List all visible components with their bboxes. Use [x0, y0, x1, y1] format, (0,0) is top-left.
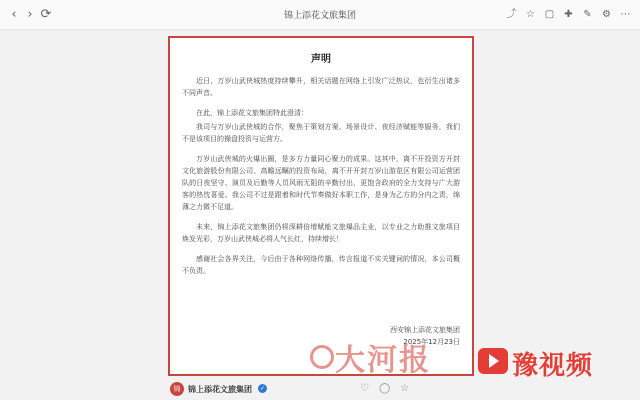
paragraph-1: 近日，万岁山武侠城热度持续攀升，相关话题在网络上引发广泛热议，也衍生出诸多不同声音。: [182, 77, 460, 97]
paragraph-2: 在此，锦上添花文旅集团特此澄清：: [196, 109, 308, 117]
box-icon[interactable]: ▢: [544, 9, 555, 20]
puzzle-icon[interactable]: ✚: [564, 9, 573, 20]
paragraph-3: 我司与万岁山武侠城的合作，聚焦于策划方案、场景设计、夜经济赋能等服务，我们不是该项目的操盘投资与运营方。: [182, 123, 460, 143]
browser-toolbar: [0, 0, 640, 30]
verified-icon: ✓: [259, 385, 266, 392]
chevron-left-icon[interactable]: ‹: [11, 7, 17, 22]
like-icon[interactable]: ♡: [360, 383, 369, 394]
refresh-icon[interactable]: ⟳: [40, 7, 52, 22]
more-icon[interactable]: ⋯: [620, 9, 631, 20]
signature-company: 西安锦上添花文旅集团: [390, 326, 460, 334]
paragraph-4: 万岁山武侠城的火爆出圈，是多方力量同心聚力的成果。这其中，离不开投资方开封文化旅游股份有限公司、高瞻远瞩的投资布局，离不开开封万岁山游览区有限公司运营团队的日夜坚守、演员及后勤等人员风雨无阻的辛勤付出，更饱含政府的全力支持与广大游客的热忱喜爱。我公司不过是跟着和时代节奏做好本职工作，是身为乙方的分内之责，绵薄之力微不足道。: [182, 155, 460, 211]
comment-icon[interactable]: ◯: [378, 383, 391, 394]
account-name[interactable]: 锦上添花文旅集团: [188, 385, 252, 394]
paragraph-5: 未来，锦上添花文旅集团仍将深耕倍增赋能文旅爆品主业，以专业之力助推文旅项目焕发光彩，万岁山武侠城必将人气长红，持续增长！: [182, 223, 460, 243]
yushipin-watermark: 豫视频: [512, 351, 594, 381]
play-logo-icon: [478, 348, 508, 374]
statement-document: [168, 36, 474, 376]
dahebao-logo-icon: [310, 345, 334, 369]
paragraph-6: 感谢社会各界关注，今后由于各种网络传播，传言报道不实关键词的情况，本公司概不负责。: [182, 255, 460, 275]
settings-icon[interactable]: ⚙: [602, 9, 611, 20]
signature-date: 2025年12月23日: [403, 338, 460, 346]
dahebao-watermark: 大河报: [335, 343, 431, 378]
page-title: 锦上添花文旅集团: [283, 11, 356, 21]
post-actions: [360, 383, 409, 394]
pen-icon[interactable]: ✎: [583, 9, 592, 20]
avatar[interactable]: 锦: [170, 382, 184, 396]
bookmark-icon[interactable]: ☆: [526, 9, 535, 20]
statement-title: 声明: [311, 54, 331, 65]
toolbar-actions: [505, 8, 632, 22]
star-icon[interactable]: ☆: [400, 383, 410, 394]
share-icon[interactable]: ⤴: [506, 9, 517, 20]
chevron-right-icon[interactable]: ›: [27, 7, 33, 22]
